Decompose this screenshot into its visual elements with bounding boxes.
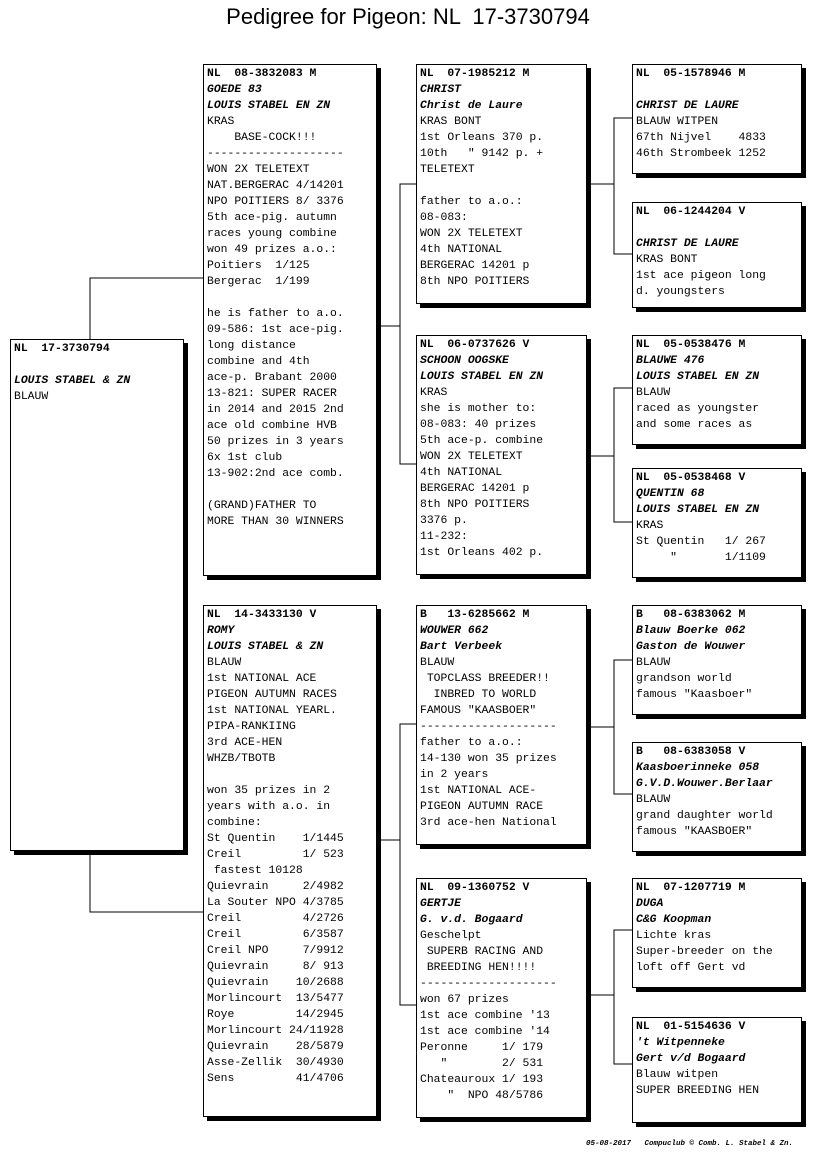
pedigree-line: Quievrain 28/5879 bbox=[207, 1041, 344, 1053]
pedigree-line: La Souter NPO 4/3785 bbox=[207, 897, 344, 909]
pedigree-line: LOUIS STABEL EN ZN bbox=[420, 371, 544, 383]
pedigree-line: won 67 prizes bbox=[420, 994, 509, 1006]
pedigree-line: Gert v/d Bogaard bbox=[636, 1053, 746, 1065]
ring-number: B 13-6285662 M bbox=[420, 609, 530, 621]
pedigree-line: ace-p. Brabant 2000 bbox=[207, 372, 337, 384]
pedigree-line: WON 2X TELETEXT bbox=[207, 164, 310, 176]
pedigree-line: BLAUW bbox=[14, 391, 49, 403]
pedigree-line: LOUIS STABEL & ZN bbox=[14, 375, 131, 387]
pedigree-line: (GRAND)FATHER TO bbox=[207, 500, 317, 512]
pedigree-line: ace old combine HVB bbox=[207, 420, 337, 432]
pedigree-line: BREEDING HEN!!!! bbox=[420, 962, 537, 974]
pedigree-line: years with a.o. in bbox=[207, 801, 331, 813]
pedigree-line: Chateauroux 1/ 193 bbox=[420, 1074, 544, 1086]
pedigree-line: GERTJE bbox=[420, 898, 462, 910]
pedigree-line: father to a.o.: bbox=[420, 196, 523, 208]
pedigree-line: KRAS bbox=[207, 116, 235, 128]
pedigree-box-mfm bbox=[632, 742, 802, 852]
pedigree-line: won 35 prizes in 2 bbox=[207, 785, 331, 797]
pedigree-line: NPO POITIERS 8/ 3376 bbox=[207, 196, 344, 208]
pedigree-line: father to a.o.: bbox=[420, 737, 523, 749]
pedigree-line: long distance bbox=[207, 340, 296, 352]
pedigree-line: SCHOON OOGSKE bbox=[420, 355, 509, 367]
pedigree-line: Asse-Zellik 30/4930 bbox=[207, 1057, 344, 1069]
pedigree-line: loft off Gert vd bbox=[636, 962, 746, 974]
pedigree-line bbox=[207, 290, 373, 306]
pedigree-line: Sens 41/4706 bbox=[207, 1073, 344, 1085]
pedigree-line: 46th Strombeek 1252 bbox=[636, 148, 766, 160]
pedigree-line: grand daughter world bbox=[636, 810, 773, 822]
pedigree-line bbox=[420, 178, 583, 194]
pedigree-box-fmm bbox=[632, 468, 802, 578]
pedigree-line bbox=[207, 482, 373, 498]
pedigree-line: " 1/1109 bbox=[636, 552, 766, 564]
pedigree-line: races young combine bbox=[207, 228, 337, 240]
pedigree-line: 08-083: bbox=[420, 212, 468, 224]
pedigree-line: CHRIST DE LAURE bbox=[636, 100, 739, 112]
pedigree-line: 09-586: 1st ace-pig. bbox=[207, 324, 344, 336]
pedigree-box-mm bbox=[416, 878, 587, 1118]
pedigree-line: KRAS bbox=[636, 520, 664, 532]
page-title: Pedigree for Pigeon: NL 17-3730794 bbox=[226, 4, 590, 29]
ring-number: NL 09-1360752 V bbox=[420, 882, 530, 894]
pedigree-line: in 2014 and 2015 2nd bbox=[207, 404, 344, 416]
pedigree-line: BASE-COCK!!! bbox=[207, 132, 317, 144]
pedigree-line: 4th NATIONAL bbox=[420, 244, 503, 256]
pedigree-line: raced as youngster bbox=[636, 403, 760, 415]
pedigree-line: St Quentin 1/1445 bbox=[207, 833, 344, 845]
pedigree-line: BERGERAC 14201 p bbox=[420, 483, 530, 495]
pedigree-line: INBRED TO WORLD bbox=[420, 689, 537, 701]
ring-number: B 08-6383058 V bbox=[636, 746, 746, 758]
pedigree-line: 1st Orleans 370 p. bbox=[420, 132, 544, 144]
pedigree-line: 1st NATIONAL YEARL. bbox=[207, 705, 337, 717]
pedigree-line: BLAUW bbox=[636, 387, 671, 399]
pedigree-box-fm bbox=[416, 335, 587, 575]
pedigree-line: 11-232: bbox=[420, 531, 468, 543]
pedigree-line bbox=[14, 357, 180, 373]
pedigree-line bbox=[207, 767, 373, 783]
pedigree-line: MORE THAN 30 WINNERS bbox=[207, 516, 344, 528]
pedigree-line: Morlincourt 13/5477 bbox=[207, 993, 344, 1005]
pedigree-line: 3376 p. bbox=[420, 515, 468, 527]
pedigree-line: 't Witpenneke bbox=[636, 1037, 725, 1049]
ring-number: NL 17-3730794 bbox=[14, 343, 110, 355]
pedigree-line: Kaasboerinneke 058 bbox=[636, 762, 760, 774]
pedigree-line: Morlincourt 24/11928 bbox=[207, 1025, 344, 1037]
pedigree-line: St Quentin 1/ 267 bbox=[636, 536, 766, 548]
pedigree-line: 4th NATIONAL bbox=[420, 467, 503, 479]
pedigree-line: 1st Orleans 402 p. bbox=[420, 547, 544, 559]
pedigree-line: -------------------- bbox=[420, 721, 557, 733]
ring-number: NL 05-0538468 V bbox=[636, 472, 746, 484]
pedigree-line: 6x 1st club bbox=[207, 452, 283, 464]
pedigree-line: BLAUW bbox=[636, 794, 671, 806]
pedigree-line bbox=[636, 220, 798, 236]
pedigree-box-mf bbox=[416, 605, 587, 845]
pedigree-line: CHRIST bbox=[420, 84, 462, 96]
pedigree-line: 67th Nijvel 4833 bbox=[636, 132, 766, 144]
pedigree-line: she is mother to: bbox=[420, 403, 537, 415]
pedigree-line: KRAS BONT bbox=[636, 254, 698, 266]
pedigree-line: -------------------- bbox=[207, 148, 344, 160]
pedigree-line: " 2/ 531 bbox=[420, 1058, 544, 1070]
pedigree-line: Bart Verbeek bbox=[420, 641, 503, 653]
ring-number: NL 05-0538476 M bbox=[636, 339, 746, 351]
footer-credit: 05-08-2017 Compuclub © Comb. L. Stabel & Zn. bbox=[586, 1140, 794, 1148]
pedigree-line: LOUIS STABEL & ZN bbox=[207, 641, 324, 653]
pedigree-line: in 2 years bbox=[420, 769, 489, 781]
pedigree-line: 8th NPO POITIERS bbox=[420, 499, 530, 511]
pedigree-line: -------------------- bbox=[420, 978, 557, 990]
pedigree-line: Christ de Laure bbox=[420, 100, 523, 112]
pedigree-box-ff bbox=[416, 64, 587, 304]
ring-number: NL 08-3832083 M bbox=[207, 68, 317, 80]
pedigree-line: BERGERAC 14201 p bbox=[420, 260, 530, 272]
pedigree-line: C&G Koopman bbox=[636, 914, 712, 926]
pedigree-line: TOPCLASS BREEDER!! bbox=[420, 673, 550, 685]
ring-number: NL 07-1207719 M bbox=[636, 882, 746, 894]
pedigree-line: Blauw witpen bbox=[636, 1069, 719, 1081]
pedigree-line: and some races as bbox=[636, 419, 753, 431]
ring-number: NL 01-5154636 V bbox=[636, 1021, 746, 1033]
pedigree-line: FAMOUS "KAASBOER" bbox=[420, 705, 537, 717]
pedigree-box-fmf bbox=[632, 335, 802, 445]
pedigree-line: WON 2X TELETEXT bbox=[420, 228, 523, 240]
pedigree-line: Blauw Boerke 062 bbox=[636, 625, 746, 637]
pedigree-line: WOUWER 662 bbox=[420, 625, 489, 637]
pedigree-line: Quievrain 8/ 913 bbox=[207, 961, 344, 973]
pedigree-line: PIGEON AUTUMN RACES bbox=[207, 689, 337, 701]
ring-number: NL 14-3433130 V bbox=[207, 609, 317, 621]
pedigree-line: combine and 4th bbox=[207, 356, 310, 368]
pedigree-box-father bbox=[203, 64, 377, 576]
pedigree-line: GOEDE 83 bbox=[207, 84, 262, 96]
pedigree-line: Quievrain 2/4982 bbox=[207, 881, 344, 893]
pedigree-line: 08-083: 40 prizes bbox=[420, 419, 537, 431]
pedigree-box-mother bbox=[203, 605, 377, 1117]
pedigree-line: BLAUW bbox=[207, 657, 242, 669]
pedigree-line: he is father to a.o. bbox=[207, 308, 344, 320]
pedigree-line: LOUIS STABEL EN ZN bbox=[636, 504, 760, 516]
pedigree-line: 1st NATIONAL ACE- bbox=[420, 785, 537, 797]
pedigree-line: Geschelpt bbox=[420, 930, 482, 942]
pedigree-line: 13-821: SUPER RACER bbox=[207, 388, 337, 400]
pedigree-box-mff bbox=[632, 605, 802, 715]
pedigree-line: Bergerac 1/199 bbox=[207, 276, 310, 288]
pedigree-line: Creil 4/2726 bbox=[207, 913, 344, 925]
pedigree-line: QUENTIN 68 bbox=[636, 488, 705, 500]
ring-number: NL 07-1985212 M bbox=[420, 68, 530, 80]
pedigree-line: BLAUWE 476 bbox=[636, 355, 705, 367]
pedigree-line: Creil 1/ 523 bbox=[207, 849, 344, 861]
pedigree-line: PIGEON AUTUMN RACE bbox=[420, 801, 544, 813]
pedigree-line: SUPER BREEDING HEN bbox=[636, 1085, 760, 1097]
pedigree-line: Roye 14/2945 bbox=[207, 1009, 344, 1021]
pedigree-line: SUPERB RACING AND bbox=[420, 946, 544, 958]
pedigree-line: 13-902:2nd ace comb. bbox=[207, 468, 344, 480]
pedigree-line: PIPA-RANKIING bbox=[207, 721, 296, 733]
pedigree-box-subject bbox=[10, 339, 184, 851]
pedigree-line: Lichte kras bbox=[636, 930, 712, 942]
pedigree-line: BLAUW bbox=[636, 657, 671, 669]
pedigree-line: NAT.BERGERAC 4/14201 bbox=[207, 180, 344, 192]
pedigree-line: Poitiers 1/125 bbox=[207, 260, 310, 272]
pedigree-line: KRAS bbox=[420, 387, 448, 399]
pedigree-line: Quievrain 10/2688 bbox=[207, 977, 344, 989]
pedigree-line: Super-breeder on the bbox=[636, 946, 773, 958]
pedigree-line: Peronne 1/ 179 bbox=[420, 1042, 544, 1054]
pedigree-box-ffm bbox=[632, 202, 802, 308]
pedigree-line: KRAS BONT bbox=[420, 116, 482, 128]
pedigree-line: 3rd ACE-HEN bbox=[207, 737, 283, 749]
pedigree-line: Creil 6/3587 bbox=[207, 929, 344, 941]
pedigree-line: 8th NPO POITIERS bbox=[420, 276, 530, 288]
pedigree-line: G.V.D.Wouwer.Berlaar bbox=[636, 778, 773, 790]
pedigree-line: grandson world bbox=[636, 673, 732, 685]
pedigree-line: 5th ace-p. combine bbox=[420, 435, 544, 447]
ring-number: B 08-6383062 M bbox=[636, 609, 746, 621]
pedigree-line: " NPO 48/5786 bbox=[420, 1090, 544, 1102]
pedigree-line: DUGA bbox=[636, 898, 664, 910]
pedigree-line: Gaston de Wouwer bbox=[636, 641, 746, 653]
pedigree-line: famous "KAASBOER" bbox=[636, 826, 753, 838]
ring-number: NL 06-0737626 V bbox=[420, 339, 530, 351]
pedigree-line: WHZB/TBOTB bbox=[207, 753, 276, 765]
pedigree-box-mmm bbox=[632, 1017, 802, 1123]
pedigree-line: Creil NPO 7/9912 bbox=[207, 945, 344, 957]
pedigree-line: WON 2X TELETEXT bbox=[420, 451, 523, 463]
pedigree-line: 1st ace combine '14 bbox=[420, 1026, 550, 1038]
pedigree-line: famous "Kaasboer" bbox=[636, 689, 753, 701]
pedigree-box-fff bbox=[632, 64, 802, 174]
pedigree-line: 1st NATIONAL ACE bbox=[207, 673, 317, 685]
pedigree-line: CHRIST DE LAURE bbox=[636, 238, 739, 250]
pedigree-line: 5th ace-pig. autumn bbox=[207, 212, 337, 224]
pedigree-line: 14-130 won 35 prizes bbox=[420, 753, 557, 765]
ring-number: NL 05-1578946 M bbox=[636, 68, 746, 80]
pedigree-line: BLAUW bbox=[420, 657, 455, 669]
pedigree-line: 50 prizes in 3 years bbox=[207, 436, 344, 448]
pedigree-line: LOUIS STABEL EN ZN bbox=[636, 371, 760, 383]
pedigree-line: BLAUW WITPEN bbox=[636, 116, 719, 128]
pedigree-line: TELETEXT bbox=[420, 164, 475, 176]
pedigree-line: combine: bbox=[207, 817, 262, 829]
ring-number: NL 06-1244204 V bbox=[636, 206, 746, 218]
pedigree-line: G. v.d. Bogaard bbox=[420, 914, 523, 926]
pedigree-line: fastest 10128 bbox=[207, 865, 303, 877]
pedigree-line: won 49 prizes a.o.: bbox=[207, 244, 337, 256]
pedigree-line: 1st ace pigeon long bbox=[636, 270, 766, 282]
pedigree-line: 10th " 9142 p. + bbox=[420, 148, 544, 160]
pedigree-line: LOUIS STABEL EN ZN bbox=[207, 100, 331, 112]
pedigree-line bbox=[636, 82, 798, 98]
pedigree-box-mmf bbox=[632, 878, 802, 988]
pedigree-line: ROMY bbox=[207, 625, 235, 637]
pedigree-line: d. youngsters bbox=[636, 286, 725, 298]
pedigree-line: 3rd ace-hen National bbox=[420, 817, 557, 829]
pedigree-line: 1st ace combine '13 bbox=[420, 1010, 550, 1022]
